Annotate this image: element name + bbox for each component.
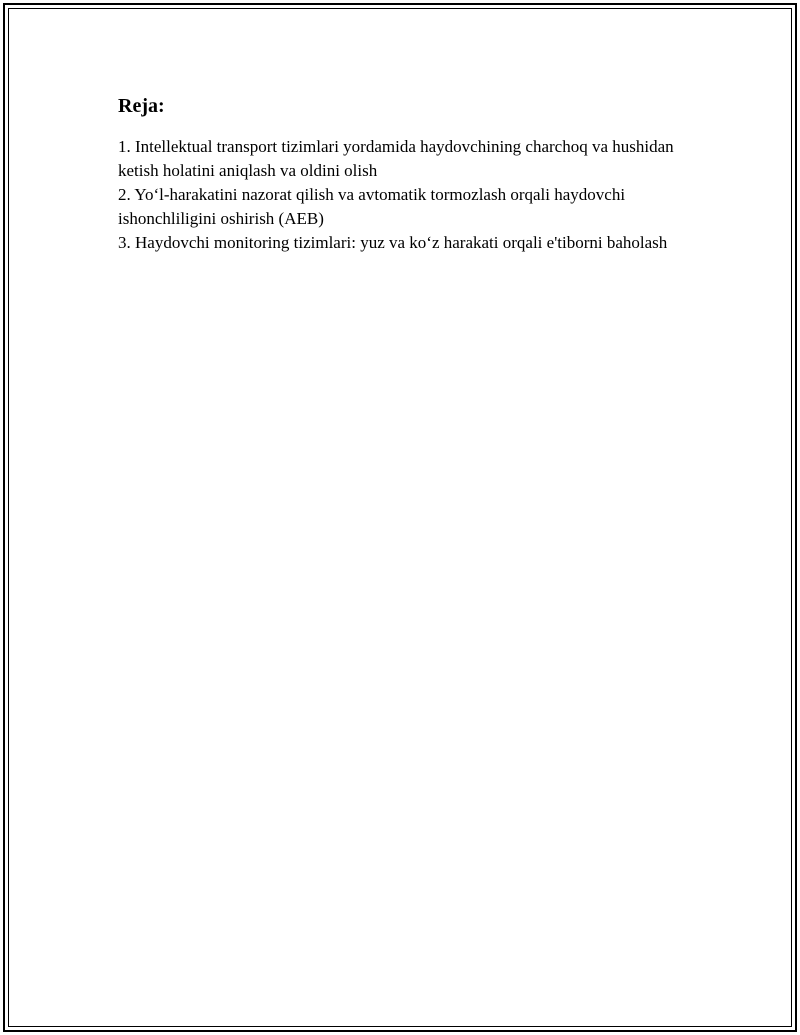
- plan-item-1: 1. Intellektual transport tizimlari yordamida haydovchining charchoq va hushidan ketish holatini aniqlash va oldini olish: [118, 137, 674, 180]
- plan-heading: Reja:: [118, 95, 165, 117]
- document-body: [118, 94, 678, 255]
- plan-item-2: 2. Yo‘l-harakatini nazorat qilish va avtomatik tormozlash orqali haydovchi ishonchliligini oshirish (AEB): [118, 185, 626, 228]
- plan-item-3: 3. Haydovchi monitoring tizimlari: yuz va ko‘z harakati orqali e'tiborni baholash: [118, 233, 668, 252]
- plan-list: [118, 135, 678, 255]
